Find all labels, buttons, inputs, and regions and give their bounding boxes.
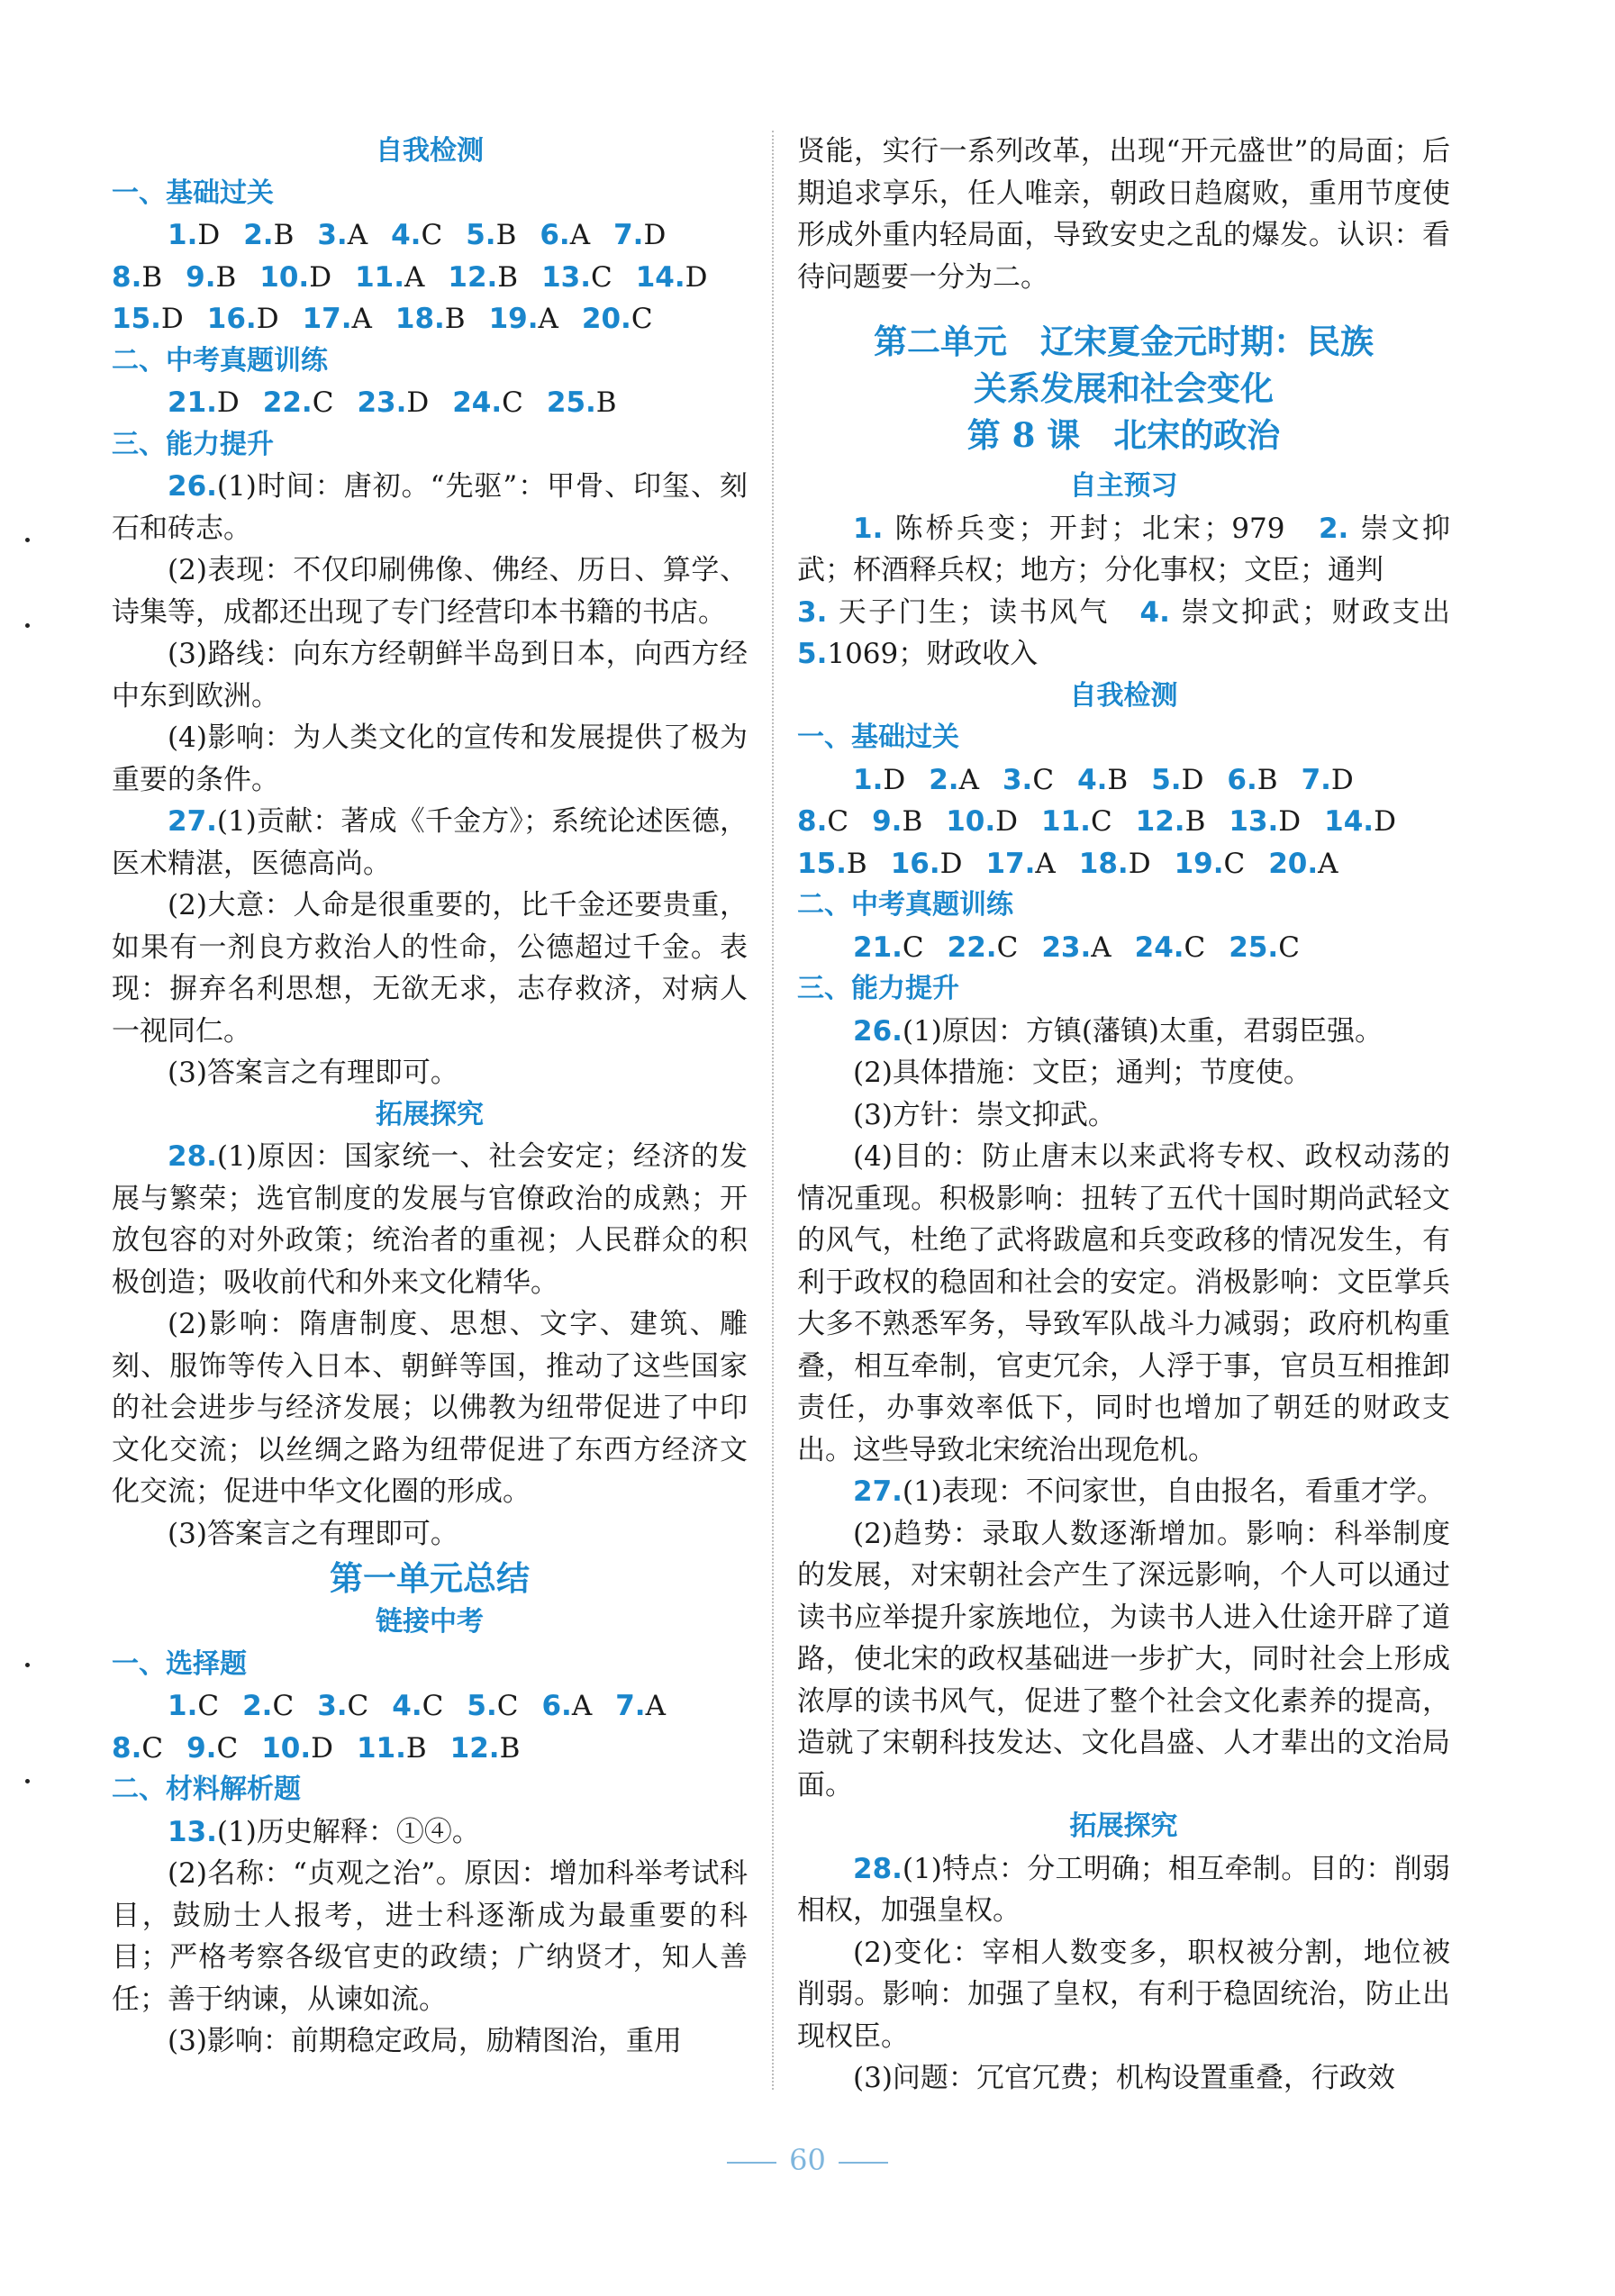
- answer-paragraph: 贤能，实行一系列改革，出现“开元盛世”的局面；后期追求享乐，任人唯亲，朝政日趋腐败，重用节度使形成外重内轻局面，导致安史之乱的爆发。认识：看待问题要一分为二。: [797, 135, 1450, 294]
- answer-number: 3.: [1002, 763, 1033, 796]
- answer-letter: B: [1184, 805, 1206, 838]
- answer-item: [613, 214, 666, 257]
- answer-number: 22.: [262, 386, 313, 419]
- answer-number: 5.: [467, 1690, 497, 1722]
- answer-number: 9.: [186, 260, 216, 294]
- answer-letter: D: [406, 386, 430, 419]
- self-check-title: 自我检测: [1069, 679, 1178, 712]
- answer-item: [1229, 801, 1301, 843]
- section-heading: 一、基础过关: [112, 177, 274, 209]
- answer-paragraph: [797, 592, 1450, 676]
- answer-number: 25.: [546, 386, 596, 419]
- answer-item: [1175, 843, 1246, 885]
- answer-text: (1)时间：唐初。“先驱”：甲骨、印玺、刻石和砖志。: [112, 470, 748, 545]
- answer-item: [1041, 927, 1111, 969]
- footer-rule: [839, 2162, 888, 2164]
- answer-number: 21.: [853, 930, 903, 964]
- answer-item: [891, 843, 963, 885]
- answer-letter: D: [1330, 763, 1354, 796]
- answer-number: 7.: [613, 219, 644, 251]
- answer-row: [112, 1728, 748, 1770]
- answer-letter: C: [1278, 930, 1300, 964]
- page-number: 60: [789, 2143, 826, 2177]
- answer-paragraph: (2)影响：隋唐制度、思想、文字、建筑、雕刻、服饰等传入日本、朝鲜等国，推动了这些国家的社会进步与经济发展；以佛教为纽带促进了中印文化交流；以丝绸之路为纽带促进了东西方经济文化交流；促进中华文化圈的形成。: [112, 1308, 748, 1508]
- answer-letter: D: [643, 219, 667, 251]
- answer-letter: D: [1128, 847, 1151, 880]
- answer-letter: C: [312, 386, 334, 419]
- answer-letter: D: [939, 847, 963, 880]
- answer-number: 8.: [112, 1731, 142, 1765]
- answer-number: 7.: [1301, 763, 1331, 796]
- answer-letter: C: [502, 386, 523, 419]
- answer-paragraph: (3)答案言之有理即可。: [168, 1517, 458, 1550]
- answer-item: [872, 801, 922, 843]
- answer-paragraph: [112, 466, 748, 549]
- answer-row: [797, 843, 1450, 885]
- answer-row: [112, 1685, 748, 1728]
- answer-letter: C: [1090, 805, 1112, 838]
- answer-number: 19.: [488, 303, 539, 335]
- answer-letter: C: [996, 930, 1019, 964]
- answer-item: [395, 298, 466, 340]
- answer-number: 1.: [168, 1690, 198, 1722]
- answer-paragraph: (3)影响：前期稳定政局，励精图治，重用: [168, 2025, 682, 2057]
- answer-text: (1)贡献：著成《千金方》；系统论述医德，医术精湛，医德高尚。: [112, 805, 748, 880]
- answer-item: [261, 1728, 333, 1770]
- answer-text: 崇文抑武；杯酒释兵权；地方；分化事权；文臣；通判: [797, 512, 1451, 586]
- answer-number: 11.: [355, 260, 404, 294]
- answer-number: 8.: [112, 260, 142, 294]
- section-heading: 二、中考真题训练: [797, 889, 1013, 921]
- answer-text: (1)原因：方镇(藩镇)太重，君弱臣强。: [902, 1014, 1384, 1048]
- answer-number: 9.: [872, 805, 903, 838]
- section-heading: 二、中考真题训练: [112, 344, 328, 377]
- self-check-title: 自我检测: [376, 135, 484, 167]
- answer-item: [1041, 801, 1112, 843]
- answer-item: [853, 927, 924, 969]
- answer-item: [355, 257, 424, 299]
- answer-letter: B: [902, 805, 923, 838]
- answer-number: 13.: [1229, 805, 1279, 838]
- answer-paragraph: (2)具体措施：文臣；通判；节度使。: [853, 1057, 1311, 1089]
- answer-number: 24.: [1134, 930, 1184, 964]
- answer-text: (1)特点：分工明确；相互牵制。目的：削弱相权，加强皇权。: [797, 1852, 1450, 1927]
- answer-letter: D: [883, 763, 906, 796]
- answer-item: [168, 382, 240, 424]
- answer-letter: C: [827, 805, 849, 838]
- section-heading: 三、能力提升: [797, 973, 959, 1004]
- answer-text: (1)历史解释：①④。: [216, 1815, 480, 1848]
- answer-text: 天子门生；读书风气: [838, 595, 1111, 629]
- answer-letter: C: [422, 1690, 444, 1722]
- answer-item: [540, 214, 590, 257]
- answer-number: 16.: [890, 847, 940, 880]
- answer-paragraph: [797, 1471, 1450, 1513]
- page-footer: [0, 2139, 1615, 2182]
- answer-row: [797, 927, 1450, 969]
- answer-paragraph: (3)答案言之有理即可。: [168, 1057, 458, 1089]
- answer-item: [303, 298, 372, 340]
- answer-text: 1069；财政收入: [827, 638, 1039, 670]
- answer-number: 23.: [357, 386, 407, 419]
- question-number: 26.: [168, 470, 217, 503]
- answer-letter: B: [497, 260, 519, 294]
- answer-item: [1302, 759, 1354, 802]
- answer-item: [582, 298, 653, 340]
- answer-item: [1077, 759, 1128, 802]
- answer-item: [168, 1685, 219, 1728]
- answer-item: [452, 382, 523, 424]
- answer-number: 17.: [985, 847, 1036, 880]
- answer-number: 6.: [540, 219, 570, 251]
- answer-letter: A: [404, 260, 425, 294]
- answer-letter: B: [444, 303, 466, 335]
- unit-title: 第二单元 辽宋夏金元时期：民族: [874, 322, 1374, 361]
- answer-item: [1324, 801, 1396, 843]
- answer-number: 20.: [581, 303, 631, 335]
- answer-text: 崇文抑武；财政支出: [1181, 595, 1451, 629]
- answer-item: [391, 214, 442, 257]
- answer-text: (1)原因：国家统一、社会安定；经济的发展与繁荣；选官制度的发展与官僚政治的成熟；开放包容的对外政策；统治者的重视；人民群众的积极创造；吸收前代和外来文化精华。: [112, 1140, 748, 1299]
- margin-mark: [25, 1779, 30, 1783]
- left-column: [112, 131, 748, 2063]
- answer-letter: C: [591, 260, 612, 294]
- question-number: 28.: [168, 1140, 217, 1173]
- answer-number: 18.: [1078, 847, 1129, 880]
- answer-item: [1227, 759, 1277, 802]
- answer-number: 10.: [946, 805, 996, 838]
- answer-paragraph: (3)问题：冗官冗费；机构设置重叠，行政效: [853, 2062, 1395, 2094]
- answer-item: [168, 214, 220, 257]
- answer-letter: C: [1223, 847, 1246, 880]
- answer-letter: D: [309, 260, 332, 294]
- answer-item: [242, 1685, 294, 1728]
- answer-paragraph: [797, 1848, 1450, 1932]
- answer-number: 9.: [186, 1731, 217, 1765]
- answer-letter: A: [538, 303, 558, 335]
- answer-letter: D: [1278, 805, 1302, 838]
- answer-letter: A: [1035, 847, 1056, 880]
- answer-item: [357, 382, 429, 424]
- answer-number: 10.: [261, 1731, 312, 1765]
- question-number: 13.: [168, 1815, 217, 1848]
- answer-item: [541, 1685, 592, 1728]
- answer-number: 15.: [797, 847, 847, 880]
- answer-number: 6.: [1227, 763, 1257, 796]
- section-heading: 二、材料解析题: [112, 1774, 301, 1805]
- answer-item: [929, 759, 979, 802]
- answer-item: [797, 843, 867, 885]
- answer-item: [1151, 759, 1203, 802]
- answer-item: [797, 801, 848, 843]
- answer-paragraph: (2)趋势：录取人数逐渐增加。影响：科举制度的发展，对宋朝社会产生了深远影响，个人可以通过读书应举提升家族地位，为读书人进入仕途开辟了道路，使北宋的政权基础进一步扩大，同时社会上形成浓厚的读书风气，促进了整个社会文化素养的提高，造就了宋朝科技发达、文化昌盛、人才辈出的文治局面。: [797, 1517, 1450, 1801]
- answer-letter: B: [499, 1731, 521, 1765]
- answer-number: 3.: [317, 1690, 348, 1722]
- answer-paragraph: [797, 508, 1450, 592]
- answer-letter: C: [272, 1690, 295, 1722]
- answer-row: [112, 382, 748, 424]
- answer-paragraph: (4)影响：为人类文化的宣传和发展提供了极为重要的条件。: [112, 721, 748, 796]
- answer-number: 4.: [1077, 763, 1108, 796]
- margin-mark: [25, 538, 30, 542]
- answer-letter: C: [421, 219, 443, 251]
- answer-number: 10.: [259, 260, 310, 294]
- answer-letter: A: [645, 1690, 666, 1722]
- answer-number: 11.: [1041, 805, 1091, 838]
- lesson-title: 第 8 课 北宋的政治: [966, 415, 1281, 455]
- answer-item: [450, 1728, 521, 1770]
- answer-row: [797, 801, 1450, 843]
- answer-letter: D: [216, 386, 240, 419]
- answer-item: [489, 298, 558, 340]
- answer-letter: D: [995, 805, 1019, 838]
- answer-item: [547, 382, 617, 424]
- answer-letter: C: [347, 1690, 369, 1722]
- answer-letter: D: [1181, 763, 1204, 796]
- extension-title: 拓展探究: [376, 1098, 484, 1130]
- answer-item: [186, 1728, 238, 1770]
- answer-number: 8.: [797, 805, 828, 838]
- answer-item: [357, 1728, 427, 1770]
- answer-item: [1229, 927, 1300, 969]
- answer-row: [112, 214, 748, 257]
- answer-number: 4.: [392, 1690, 422, 1722]
- answer-letter: A: [569, 219, 591, 251]
- answer-item: [1136, 801, 1206, 843]
- answer-item: [615, 1685, 666, 1728]
- answer-item: [317, 214, 367, 257]
- unit-summary-title: 第一单元总结: [330, 1558, 530, 1598]
- answer-number: 5.: [1151, 763, 1182, 796]
- answer-letter: B: [215, 260, 237, 294]
- answer-item: [853, 759, 905, 802]
- answer-paragraph: [797, 1011, 1450, 1053]
- answer-text: 陈桥兵变；开封；北宋；979: [894, 512, 1285, 545]
- answer-number: 4.: [391, 219, 422, 251]
- answer-letter: D: [256, 303, 279, 335]
- answer-number: 23.: [1041, 930, 1092, 964]
- unit-title: 关系发展和社会变化: [974, 368, 1274, 408]
- answer-number: 15.: [112, 303, 161, 335]
- answer-number: 25.: [1229, 930, 1279, 964]
- answer-letter: B: [141, 260, 163, 294]
- answer-number: 2.: [242, 1690, 273, 1722]
- answer-paragraph: (3)路线：向东方经朝鲜半岛到日本，向西方经中东到欧洲。: [112, 638, 748, 712]
- answer-row: [112, 298, 748, 340]
- answer-paragraph: (2)变化：宰相人数变多，职权被分割，地位被削弱。影响：加强了皇权，有利于稳固统治，防止出现权臣。: [797, 1936, 1450, 2053]
- answer-number: 19.: [1174, 847, 1224, 880]
- answer-letter: D: [160, 303, 184, 335]
- section-heading: 三、能力提升: [112, 428, 274, 460]
- answer-letter: D: [1374, 805, 1396, 838]
- answer-letter: C: [216, 1731, 239, 1765]
- right-column: [797, 131, 1450, 2100]
- footer-rule: [727, 2162, 776, 2164]
- answer-letter: B: [1107, 763, 1129, 796]
- answer-letter: A: [958, 763, 979, 796]
- answer-number: 11.: [356, 1731, 406, 1765]
- answer-paragraph: [112, 801, 748, 885]
- answer-paragraph: [112, 1136, 748, 1303]
- margin-mark: [25, 623, 30, 628]
- answer-letter: C: [631, 303, 653, 335]
- answer-letter: D: [197, 219, 221, 251]
- answer-item: [1079, 843, 1151, 885]
- item-number: 3.: [797, 595, 828, 629]
- item-number: 5.: [797, 638, 828, 670]
- answer-letter: C: [1032, 763, 1055, 796]
- answer-paragraph: [112, 1811, 748, 1854]
- answer-paragraph: (4)目的：防止唐末以来武将专权、政权动荡的情况重现。积极影响：扭转了五代十国时期尚武轻文的风气，杜绝了武将跋扈和兵变政移的情况发生，有利于政权的稳固和社会的安定。消极影响：文臣掌兵大多不熟悉军务，导致军队战斗力减弱；政府机构重叠，相互牵制，官吏冗余，人浮于事，官员互相推卸责任，办事效率低下，同时也增加了朝廷的财政支出。这些导致北宋统治出现危机。: [797, 1140, 1450, 1466]
- answer-number: 16.: [206, 303, 257, 335]
- answer-number: 6.: [541, 1690, 572, 1722]
- answer-number: 3.: [317, 219, 348, 251]
- answer-item: [1268, 843, 1338, 885]
- answer-item: [243, 214, 294, 257]
- answer-letter: A: [1318, 847, 1338, 880]
- answer-number: 17.: [302, 303, 352, 335]
- answer-item: [1003, 759, 1054, 802]
- link-exam-title: 链接中考: [376, 1606, 484, 1638]
- section-heading: 一、选择题: [112, 1647, 247, 1680]
- answer-paragraph: (2)表现：不仅印刷佛像、佛经、历日、算学、诗集等，成都还出现了专门经营印本书籍的书店。: [112, 554, 748, 629]
- answer-letter: B: [595, 386, 617, 419]
- answer-item: [1135, 927, 1206, 969]
- answer-letter: B: [405, 1731, 427, 1765]
- answer-number: 21.: [168, 386, 217, 419]
- answer-number: 12.: [449, 1731, 500, 1765]
- answer-item: [448, 257, 518, 299]
- answer-number: 1.: [853, 763, 884, 796]
- item-number: 1.: [853, 512, 884, 545]
- answer-item: [259, 257, 331, 299]
- answer-number: 24.: [452, 386, 503, 419]
- answer-number: 20.: [1268, 847, 1319, 880]
- answer-text: (1)表现：不问家世，自由报名，看重才学。: [902, 1475, 1445, 1508]
- answer-letter: B: [846, 847, 867, 880]
- answer-item: [541, 257, 612, 299]
- answer-item: [392, 1685, 443, 1728]
- answer-letter: A: [351, 303, 372, 335]
- answer-row: [112, 257, 748, 299]
- answer-letter: C: [1184, 930, 1206, 964]
- answer-number: 12.: [1135, 805, 1185, 838]
- answer-item: [112, 1728, 163, 1770]
- answer-letter: A: [571, 1690, 593, 1722]
- answer-row: [797, 759, 1450, 802]
- item-number: 4.: [1139, 595, 1170, 629]
- answer-item: [467, 1685, 518, 1728]
- answer-letter: C: [141, 1731, 164, 1765]
- answer-number: 18.: [395, 303, 445, 335]
- extension-title: 拓展探究: [1069, 1810, 1178, 1842]
- answer-item: [466, 214, 516, 257]
- item-number: 2.: [1318, 512, 1349, 545]
- answer-item: [636, 257, 708, 299]
- answer-number: 1.: [168, 219, 198, 251]
- question-number: 28.: [853, 1852, 903, 1885]
- answer-letter: C: [197, 1690, 220, 1722]
- answer-number: 14.: [1324, 805, 1375, 838]
- answer-item: [946, 801, 1018, 843]
- answer-number: 5.: [466, 219, 496, 251]
- answer-number: 14.: [635, 260, 685, 294]
- section-heading: 一、基础过关: [797, 721, 959, 753]
- answer-number: 7.: [615, 1690, 646, 1722]
- question-number: 27.: [168, 805, 217, 838]
- answer-paragraph: (2)名称：“贞观之治”。原因：增加科举考试科目，鼓励士人报考，进士科逐渐成为最重要的科目；严格考察各级官吏的政绩；广纳贤才，知人善任；善于纳谏，从谏如流。: [112, 1857, 748, 2016]
- answer-item: [948, 927, 1019, 969]
- answer-letter: C: [496, 1690, 519, 1722]
- answer-number: 13.: [541, 260, 591, 294]
- answer-number: 2.: [929, 763, 959, 796]
- answer-item: [263, 382, 334, 424]
- answer-number: 2.: [243, 219, 274, 251]
- answer-paragraph: (3)方针：崇文抑武。: [853, 1098, 1116, 1131]
- answer-letter: D: [311, 1731, 333, 1765]
- answer-letter: B: [273, 219, 295, 251]
- answer-paragraph: (2)大意：人命是很重要的，比千金还要贵重，如果有一剂良方救治人的性命，公德超过千金。表现：摒弃名利思想，无欲无求，志存救济，对病人一视同仁。: [112, 889, 748, 1048]
- question-number: 26.: [853, 1014, 903, 1048]
- answer-item: [207, 298, 279, 340]
- answer-letter: B: [1257, 763, 1278, 796]
- answer-letter: D: [685, 260, 708, 294]
- column-divider: [772, 131, 774, 2090]
- answer-item: [112, 298, 184, 340]
- answer-letter: A: [1091, 930, 1111, 964]
- answer-number: 22.: [947, 930, 997, 964]
- answer-number: 12.: [448, 260, 498, 294]
- answer-letter: A: [347, 219, 368, 251]
- margin-mark: [25, 1663, 30, 1667]
- preview-title: 自主预习: [1069, 470, 1178, 502]
- answer-letter: C: [902, 930, 924, 964]
- answer-letter: B: [495, 219, 517, 251]
- answer-item: [985, 843, 1055, 885]
- answer-item: [317, 1685, 368, 1728]
- answer-item: [112, 257, 162, 299]
- answer-item: [186, 257, 236, 299]
- question-number: 27.: [853, 1475, 903, 1508]
